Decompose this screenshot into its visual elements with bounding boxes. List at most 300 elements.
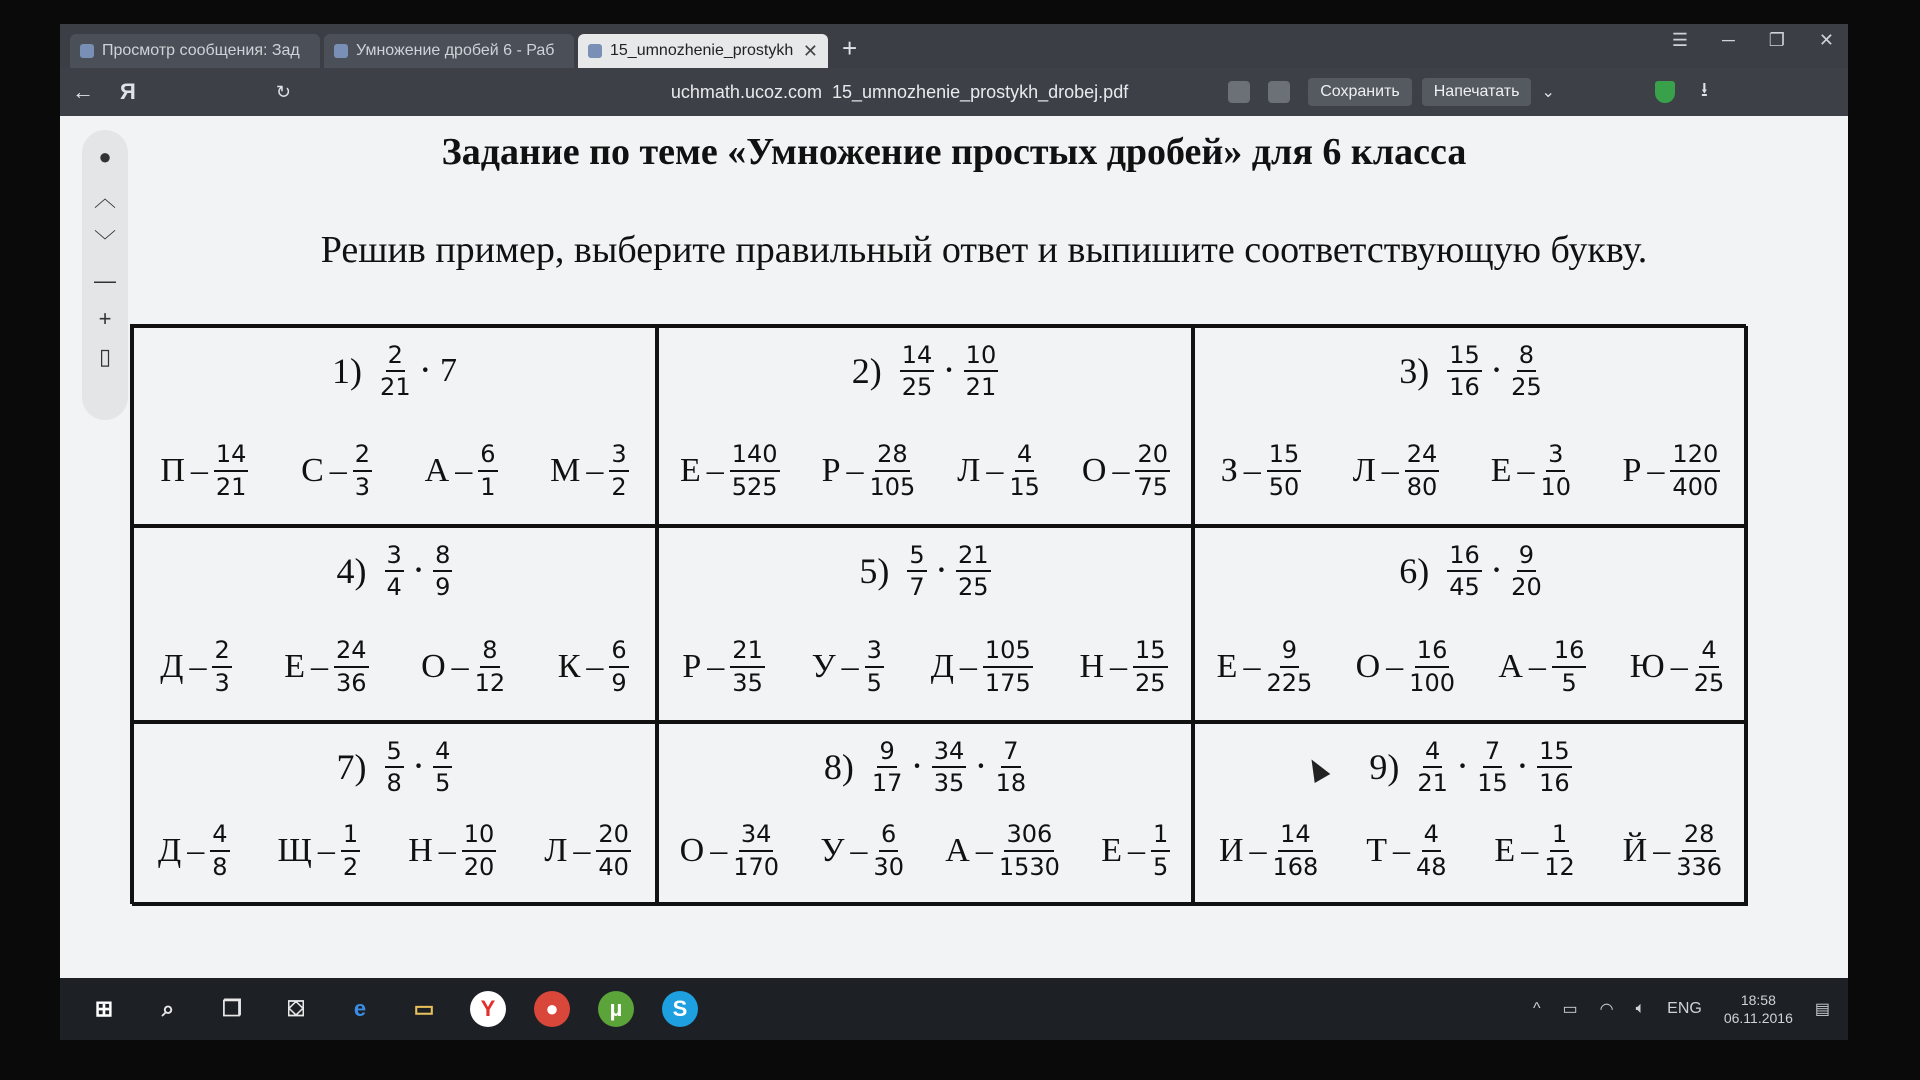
dash: – bbox=[1528, 647, 1546, 685]
denominator: 80 bbox=[1406, 472, 1438, 501]
dash: – bbox=[1392, 831, 1410, 869]
denominator: 20 bbox=[463, 852, 495, 881]
numerator: 15 bbox=[1447, 342, 1482, 372]
fraction bbox=[956, 542, 991, 601]
answer-options bbox=[134, 441, 655, 500]
tab-message[interactable] bbox=[70, 34, 320, 68]
answer-fraction bbox=[1670, 441, 1720, 500]
denominator: 3 bbox=[214, 668, 230, 697]
battery-icon[interactable]: ▭ bbox=[1562, 1001, 1578, 1018]
numerator: 16 bbox=[1447, 542, 1482, 572]
denominator: 1530 bbox=[998, 852, 1060, 881]
dash: – bbox=[986, 451, 1004, 489]
answer-option bbox=[822, 441, 916, 500]
clock[interactable] bbox=[1724, 991, 1793, 1027]
dash: – bbox=[1249, 831, 1267, 869]
numerator: 1 bbox=[341, 821, 360, 851]
numerator: 15 bbox=[1267, 441, 1302, 471]
document-title: Задание по теме «Умножение простых дробей» для 6 класса bbox=[441, 131, 1467, 173]
multiply-sign: · bbox=[1517, 751, 1528, 783]
answer-letter: К bbox=[557, 647, 581, 685]
numerator: 21 bbox=[956, 542, 991, 572]
task-cell bbox=[1193, 526, 1748, 722]
denominator: 105 bbox=[869, 472, 916, 501]
numerator: 7 bbox=[1483, 738, 1502, 768]
denominator: 21 bbox=[965, 373, 997, 402]
store-icon[interactable]: ⛋ bbox=[287, 996, 305, 1021]
denominator: 50 bbox=[1268, 472, 1300, 501]
folder-icon[interactable]: ▭ bbox=[413, 996, 435, 1021]
answer-letter: О bbox=[679, 831, 705, 869]
save-button[interactable]: Сохранить bbox=[1308, 78, 1412, 106]
answer-fraction bbox=[1544, 821, 1575, 880]
answer-letter: Р bbox=[821, 451, 841, 489]
task-expression bbox=[659, 738, 1191, 797]
numerator: 28 bbox=[875, 441, 910, 471]
denominator: 17 bbox=[871, 769, 903, 798]
chevron-down-icon[interactable]: ⌄ bbox=[1541, 84, 1555, 101]
answer-fraction bbox=[1409, 637, 1455, 696]
address-bar bbox=[60, 68, 1848, 116]
numerator: 5 bbox=[385, 738, 404, 768]
answer-letter: С bbox=[301, 451, 324, 489]
numerator: 306 bbox=[1004, 821, 1054, 851]
dash: – bbox=[329, 451, 347, 489]
document-instruction: Решив пример, выберите правильный ответ и выпишите соответствующую букву. bbox=[320, 229, 1648, 271]
denominator: 16 bbox=[1539, 769, 1570, 798]
task-number: 7) bbox=[336, 747, 367, 788]
answer-fraction bbox=[609, 441, 628, 500]
numerator: 16 bbox=[1552, 637, 1587, 667]
numerator: 24 bbox=[1405, 441, 1440, 471]
answer-letter: П bbox=[160, 451, 185, 489]
pdf-tool-icon[interactable] bbox=[1268, 81, 1290, 103]
numerator: 3 bbox=[865, 637, 884, 667]
numerator: 28 bbox=[1682, 821, 1717, 851]
answer-letter: Л bbox=[957, 451, 981, 489]
denominator: 15 bbox=[1009, 472, 1040, 501]
answer-letter: М bbox=[550, 451, 581, 489]
answer-fraction bbox=[596, 821, 631, 880]
answer-options bbox=[1195, 441, 1746, 500]
answer-option bbox=[1356, 637, 1455, 696]
numerator: 6 bbox=[478, 441, 497, 471]
denominator: 45 bbox=[1449, 573, 1480, 602]
answer-option bbox=[558, 637, 629, 696]
dash: – bbox=[187, 831, 205, 869]
denominator: 400 bbox=[1672, 472, 1719, 501]
denominator: 25 bbox=[1135, 668, 1166, 697]
answer-letter: Ю bbox=[1629, 647, 1665, 685]
answer-option bbox=[550, 441, 629, 500]
multiply-sign: · bbox=[936, 555, 947, 587]
answer-option bbox=[1219, 821, 1318, 880]
numerator: 16 bbox=[1415, 637, 1450, 667]
notifications-icon[interactable]: ▤ bbox=[1814, 1001, 1830, 1018]
answer-fraction bbox=[1133, 637, 1168, 696]
reload-icon[interactable]: ↻ bbox=[275, 81, 291, 102]
answer-letter: Д bbox=[158, 831, 182, 869]
answer-options bbox=[659, 821, 1191, 880]
edge-icon[interactable]: e bbox=[353, 996, 367, 1021]
answer-letter: У bbox=[820, 831, 845, 869]
language-indicator[interactable]: ENG bbox=[1667, 1000, 1702, 1017]
numerator: 4 bbox=[210, 821, 229, 851]
yandex-logo-icon[interactable]: Я bbox=[120, 79, 136, 104]
denominator: 7 bbox=[909, 573, 925, 602]
close-window-icon[interactable]: ✕ bbox=[1818, 30, 1834, 50]
answer-options bbox=[1195, 637, 1746, 696]
numerator: 4 bbox=[433, 738, 452, 768]
task-expression bbox=[659, 342, 1191, 401]
tab-label: Умножение дробей 6 - Раб bbox=[356, 42, 555, 59]
answer-option bbox=[1623, 821, 1722, 880]
answer-fraction bbox=[873, 821, 904, 880]
numerator: 10 bbox=[964, 342, 999, 372]
download-icon[interactable]: ⭳ bbox=[1700, 79, 1708, 101]
numerator: 105 bbox=[983, 637, 1033, 667]
whole-number: 7 bbox=[439, 352, 457, 390]
numerator: 8 bbox=[480, 637, 499, 667]
task-cell bbox=[657, 326, 1193, 526]
task-number: 6) bbox=[1399, 551, 1430, 592]
answer-option bbox=[680, 441, 780, 500]
task-cell bbox=[132, 722, 657, 906]
utorrent-icon[interactable]: µ bbox=[598, 991, 634, 1027]
numerator: 6 bbox=[609, 637, 628, 667]
denominator: 25 bbox=[1693, 668, 1725, 697]
answer-option bbox=[1498, 637, 1586, 696]
close-tab-icon[interactable]: ✕ bbox=[802, 40, 818, 61]
denominator: 175 bbox=[984, 668, 1031, 697]
denominator: 4 bbox=[386, 573, 402, 602]
multiply-sign: · bbox=[413, 555, 424, 587]
denominator: 5 bbox=[435, 769, 451, 798]
minimize-icon[interactable]: ─ bbox=[1722, 30, 1735, 50]
answer-letter: А bbox=[945, 831, 970, 869]
numerator: 2 bbox=[353, 441, 372, 471]
fraction bbox=[964, 342, 999, 401]
answer-letter: И bbox=[1218, 831, 1244, 869]
answer-letter: Д bbox=[930, 647, 954, 685]
volume-icon[interactable]: 🔈︎ bbox=[1635, 1000, 1646, 1017]
answer-option bbox=[1101, 821, 1170, 880]
fraction bbox=[900, 342, 935, 401]
numerator: 4 bbox=[1699, 637, 1718, 667]
fraction bbox=[907, 542, 926, 601]
fraction bbox=[385, 738, 404, 797]
answer-fraction bbox=[212, 637, 231, 696]
answer-fraction bbox=[462, 821, 497, 880]
dash: – bbox=[317, 831, 335, 869]
dash: – bbox=[850, 831, 868, 869]
numerator: 2 bbox=[212, 637, 231, 667]
numerator: 6 bbox=[879, 821, 898, 851]
numerator: 14 bbox=[900, 342, 935, 372]
denominator: 21 bbox=[1417, 769, 1448, 798]
denominator: 25 bbox=[901, 373, 933, 402]
dash: – bbox=[573, 831, 591, 869]
denominator: 35 bbox=[732, 668, 763, 697]
dash: – bbox=[1128, 831, 1146, 869]
denominator: 170 bbox=[733, 852, 780, 881]
multiply-sign: · bbox=[976, 751, 986, 783]
denominator: 25 bbox=[958, 573, 989, 602]
numerator: 7 bbox=[1001, 738, 1020, 768]
denominator: 5 bbox=[1561, 668, 1577, 697]
fraction bbox=[1477, 738, 1508, 797]
shield-icon[interactable] bbox=[1655, 81, 1675, 103]
dash: – bbox=[586, 451, 604, 489]
answer-fraction bbox=[334, 637, 369, 696]
denominator: 9 bbox=[611, 668, 627, 697]
numerator: 8 bbox=[1517, 342, 1536, 372]
print-button[interactable]: Напечатать bbox=[1422, 78, 1532, 106]
task-view-icon[interactable]: ❐ bbox=[222, 996, 242, 1021]
answer-fraction bbox=[983, 637, 1033, 696]
dash: – bbox=[1653, 831, 1671, 869]
tab-label: 15_umnozhenie_prostykh bbox=[610, 42, 794, 59]
answer-letter: З bbox=[1220, 451, 1238, 489]
denominator: 75 bbox=[1137, 472, 1168, 501]
task-cell bbox=[1193, 722, 1748, 906]
denominator: 40 bbox=[598, 852, 629, 881]
denominator: 1 bbox=[480, 472, 496, 501]
page-icon bbox=[334, 44, 348, 58]
fraction bbox=[380, 342, 411, 401]
answer-letter: Р bbox=[682, 647, 702, 685]
zoom-in-icon[interactable]: + bbox=[98, 306, 112, 331]
denominator: 5 bbox=[1153, 852, 1169, 881]
multiply-sign: · bbox=[912, 751, 922, 783]
answer-fraction bbox=[1009, 441, 1040, 500]
fraction bbox=[385, 542, 404, 601]
dash: – bbox=[1381, 451, 1399, 489]
dash: – bbox=[1521, 831, 1539, 869]
answer-option bbox=[1623, 441, 1721, 500]
dash: – bbox=[586, 647, 604, 685]
numerator: 15 bbox=[1537, 738, 1572, 768]
task-expression bbox=[134, 542, 655, 601]
numerator: 9 bbox=[1517, 542, 1536, 572]
chevron-up-icon[interactable]: ︿ bbox=[93, 186, 116, 211]
answer-fraction bbox=[210, 821, 229, 880]
numerator: 1 bbox=[1550, 821, 1569, 851]
answer-option bbox=[1494, 821, 1574, 880]
multiply-sign: · bbox=[1457, 751, 1468, 783]
pdf-viewer bbox=[60, 116, 1848, 978]
task-expression bbox=[1195, 738, 1746, 797]
answer-option bbox=[957, 441, 1040, 500]
denominator: 21 bbox=[380, 373, 411, 402]
answer-fraction bbox=[1151, 821, 1170, 880]
answer-letter: Е bbox=[1101, 831, 1123, 869]
answer-option bbox=[680, 821, 779, 880]
wifi-icon[interactable]: ◠ bbox=[1599, 1001, 1614, 1018]
answer-fraction bbox=[1694, 637, 1725, 696]
fraction bbox=[1447, 342, 1482, 401]
multiply-sign: · bbox=[413, 751, 424, 783]
dash: – bbox=[1647, 451, 1665, 489]
answer-option bbox=[1353, 441, 1440, 500]
numerator: 9 bbox=[877, 738, 896, 768]
answer-fraction bbox=[1266, 637, 1312, 696]
answer-letter: Д bbox=[160, 647, 184, 685]
numerator: 14 bbox=[214, 441, 249, 471]
dash: – bbox=[707, 647, 725, 685]
dot-icon[interactable]: ● bbox=[98, 144, 112, 169]
dash: – bbox=[1670, 647, 1688, 685]
answer-letter: Е bbox=[284, 647, 306, 685]
answer-fraction bbox=[865, 637, 884, 696]
task-number: 4) bbox=[336, 551, 367, 592]
dash: – bbox=[710, 831, 728, 869]
yandex-browser-icon[interactable]: Y bbox=[470, 991, 506, 1027]
denominator: 9 bbox=[435, 573, 451, 602]
clock-time: 18:58 bbox=[1740, 991, 1776, 1008]
numerator: 21 bbox=[730, 637, 765, 667]
answer-option bbox=[160, 441, 248, 500]
answer-fraction bbox=[733, 821, 779, 880]
numerator: 20 bbox=[596, 821, 631, 851]
chevron-down-icon[interactable]: ﹀ bbox=[93, 229, 116, 254]
answer-fraction bbox=[1552, 637, 1587, 696]
numerator: 120 bbox=[1670, 441, 1720, 471]
answer-option bbox=[278, 821, 361, 880]
dash: – bbox=[438, 831, 456, 869]
dash: – bbox=[451, 647, 469, 685]
answer-fraction bbox=[609, 637, 628, 696]
denominator: 10 bbox=[1540, 472, 1572, 501]
denominator: 12 bbox=[1544, 852, 1575, 881]
url-field[interactable] bbox=[671, 82, 1128, 103]
answer-fraction bbox=[1273, 821, 1319, 880]
chevron-up-icon[interactable]: ^ bbox=[1532, 1000, 1541, 1017]
tab-worksheet[interactable] bbox=[324, 34, 574, 68]
answer-option bbox=[1221, 441, 1302, 500]
answer-option bbox=[1217, 637, 1313, 696]
numerator: 3 bbox=[385, 542, 404, 572]
task-number: 5) bbox=[859, 551, 890, 592]
fraction bbox=[996, 738, 1027, 797]
back-arrow-icon[interactable]: ← bbox=[72, 79, 94, 104]
answer-letter: Н bbox=[408, 831, 433, 869]
new-tab-button[interactable]: + bbox=[842, 33, 858, 63]
denominator: 168 bbox=[1272, 852, 1319, 881]
numerator: 15 bbox=[1133, 637, 1168, 667]
multiply-sign: · bbox=[1491, 355, 1502, 387]
dash: – bbox=[455, 451, 473, 489]
denominator: 3 bbox=[354, 472, 371, 501]
windows-start-icon[interactable]: ⊞ bbox=[94, 996, 114, 1021]
fraction bbox=[1511, 342, 1542, 401]
task-expression bbox=[1195, 342, 1746, 401]
dash: – bbox=[975, 831, 993, 869]
answer-fraction bbox=[869, 441, 915, 500]
task-cell bbox=[657, 722, 1193, 906]
restore-icon[interactable]: ❐ bbox=[1768, 30, 1785, 50]
answer-letter: Щ bbox=[277, 831, 312, 869]
answer-options bbox=[134, 637, 655, 696]
answer-letter: Р bbox=[1622, 451, 1642, 489]
answer-options bbox=[659, 441, 1191, 500]
answer-option bbox=[284, 637, 368, 696]
answer-letter: Л bbox=[1352, 451, 1376, 489]
denominator: 5 bbox=[866, 668, 882, 697]
denominator: 48 bbox=[1415, 852, 1447, 881]
answer-option bbox=[544, 821, 631, 880]
dash: – bbox=[959, 647, 977, 685]
zoom-out-icon[interactable]: — bbox=[94, 268, 116, 293]
tab-pdf[interactable] bbox=[578, 34, 828, 68]
task-number: 9) bbox=[1369, 747, 1400, 788]
dash: – bbox=[189, 647, 207, 685]
answer-fraction bbox=[353, 441, 372, 500]
numerator: 140 bbox=[730, 441, 780, 471]
denominator: 2 bbox=[611, 472, 627, 501]
denominator: 225 bbox=[1266, 668, 1313, 697]
multiply-sign: · bbox=[944, 355, 954, 387]
task-expression bbox=[659, 542, 1191, 601]
fraction bbox=[1417, 738, 1448, 797]
answer-option bbox=[1079, 637, 1167, 696]
dash: – bbox=[311, 647, 329, 685]
answer-fraction bbox=[1416, 821, 1447, 880]
clock-date: 06.11.2016 bbox=[1723, 1010, 1793, 1026]
answer-fraction bbox=[1676, 821, 1722, 880]
denominator: 525 bbox=[731, 472, 778, 501]
skype-icon[interactable]: S bbox=[662, 991, 698, 1027]
zoom-icon[interactable] bbox=[1228, 81, 1250, 103]
answer-options bbox=[1195, 821, 1746, 880]
dash: – bbox=[1112, 451, 1130, 489]
answer-option bbox=[931, 637, 1033, 696]
answer-option bbox=[421, 637, 505, 696]
denominator: 16 bbox=[1449, 373, 1480, 402]
answer-letter: Е bbox=[1216, 647, 1238, 685]
task-number: 3) bbox=[1399, 351, 1430, 392]
chrome-icon[interactable]: ● bbox=[534, 991, 570, 1027]
numerator: 1 bbox=[1151, 821, 1170, 851]
denominator: 20 bbox=[1511, 573, 1542, 602]
answer-option bbox=[945, 821, 1060, 880]
fraction bbox=[932, 738, 967, 797]
system-tray bbox=[1533, 991, 1848, 1027]
denominator: 30 bbox=[873, 852, 904, 881]
task-cell bbox=[132, 526, 657, 722]
answer-option bbox=[160, 637, 231, 696]
answer-option bbox=[1630, 637, 1725, 696]
dash: – bbox=[1243, 451, 1261, 489]
fit-page-icon[interactable]: ▯ bbox=[98, 344, 112, 369]
dash: – bbox=[841, 647, 859, 685]
answer-fraction bbox=[214, 441, 249, 500]
search-icon[interactable]: ⌕ bbox=[161, 996, 175, 1021]
numerator: 9 bbox=[1280, 637, 1299, 667]
denominator: 8 bbox=[212, 852, 228, 881]
numerator: 4 bbox=[1422, 821, 1441, 851]
numerator: 24 bbox=[334, 637, 369, 667]
denominator: 8 bbox=[386, 769, 402, 798]
mail-icon bbox=[80, 44, 94, 58]
denominator: 15 bbox=[1477, 769, 1508, 798]
answer-fraction bbox=[730, 637, 765, 696]
dash: – bbox=[846, 451, 864, 489]
menu-icon[interactable]: ☰ bbox=[1671, 30, 1688, 50]
dash: – bbox=[1517, 451, 1535, 489]
tab-label: Просмотр сообщения: Зад bbox=[102, 42, 300, 59]
answer-option bbox=[425, 441, 498, 500]
